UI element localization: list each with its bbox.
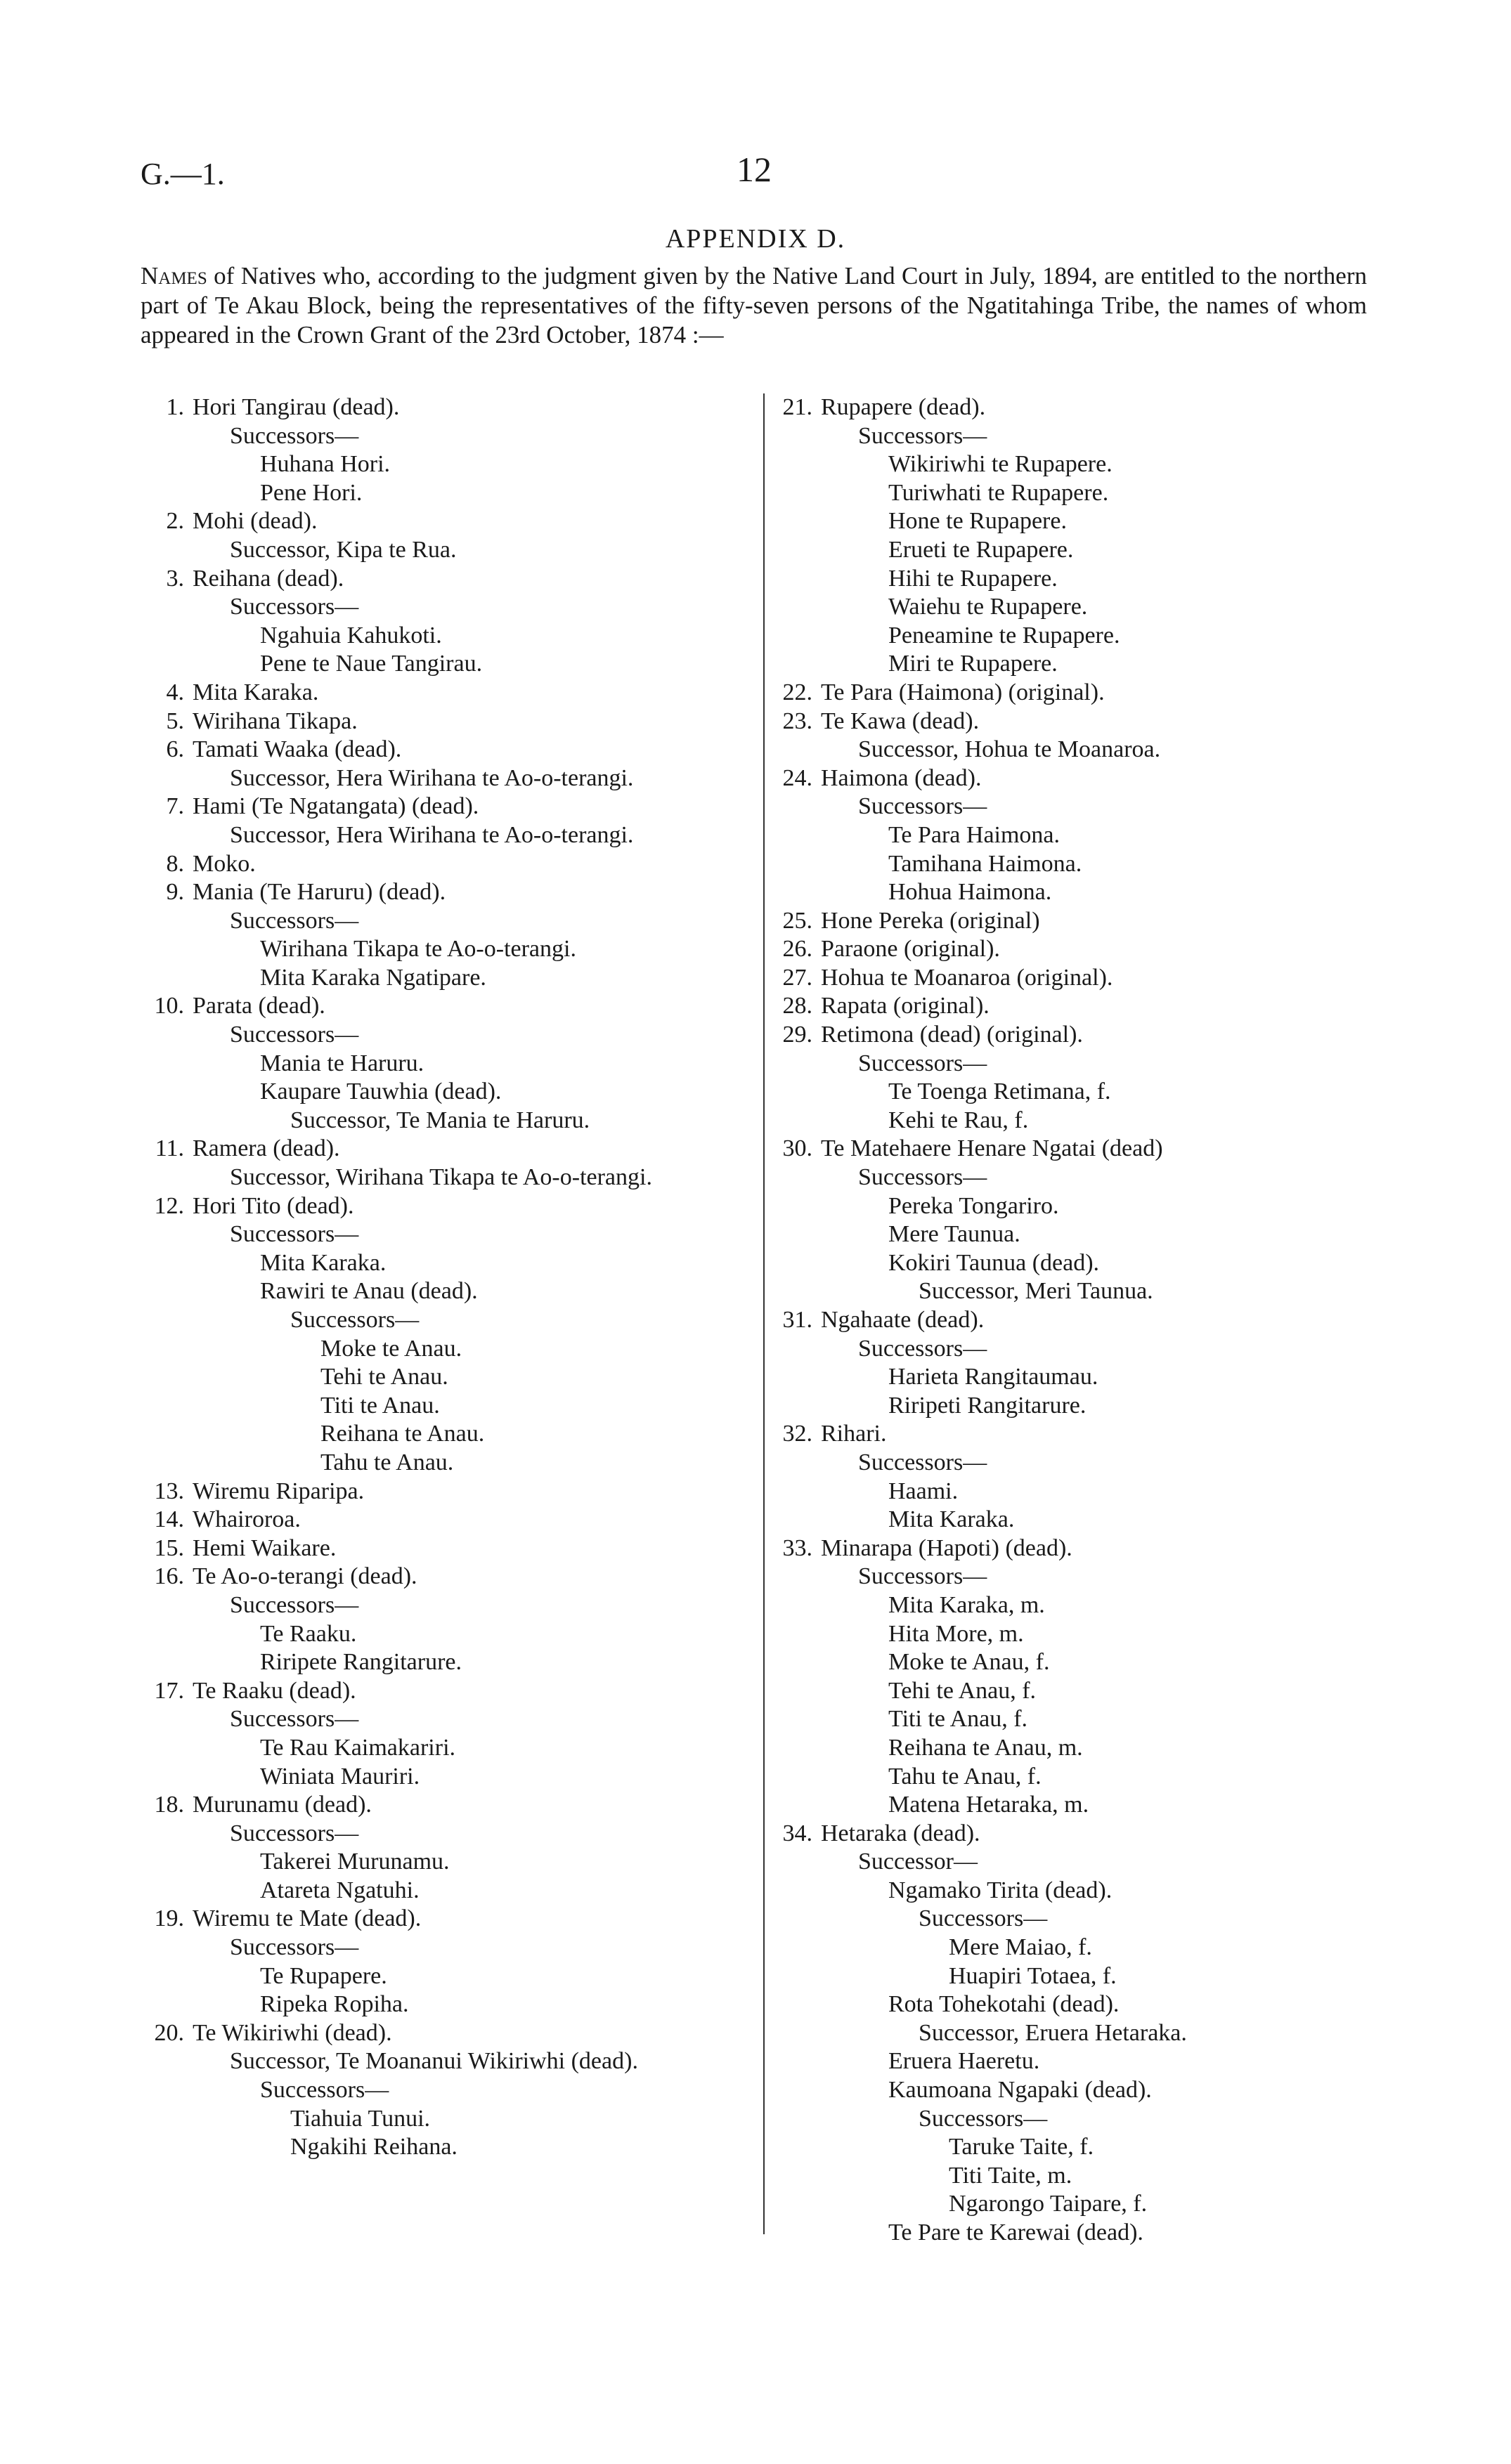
entry-number: 29. <box>782 1022 812 1048</box>
successor-line <box>765 1934 1383 1962</box>
successor-line <box>141 422 752 451</box>
entry-text: Titi Taite, m. <box>949 2162 1072 2189</box>
successor-line <box>765 1078 1383 1107</box>
successor-line <box>765 2076 1383 2105</box>
entry-line <box>765 964 1383 993</box>
entry-text: Successors— <box>230 907 359 934</box>
entry-number: 9. <box>166 879 184 906</box>
successor-line <box>765 2019 1383 2048</box>
intro-lead-word: Names <box>141 262 207 289</box>
entry-text: Te Raaku (dead). <box>193 1677 356 1704</box>
entry-line <box>141 878 752 907</box>
successor-line <box>765 2133 1383 2162</box>
entry-text: Te Para (Haimona) (original). <box>821 679 1105 705</box>
successor-line <box>141 622 752 651</box>
entry-text: Huapiri Totaea, f. <box>949 1962 1117 1989</box>
entry-line <box>765 764 1383 793</box>
entry-text: Mita Karaka Ngatipare. <box>260 964 486 991</box>
successor-line <box>141 1934 752 1962</box>
entry-text: Paraone (original). <box>821 936 1000 963</box>
entry-number: 6. <box>166 736 184 763</box>
entry-text: Huhana Hori. <box>260 451 391 478</box>
entry-line <box>765 1021 1383 1050</box>
entry-text: Hemi Waikare. <box>193 1534 337 1561</box>
entry-text: Matena Hetaraka, m. <box>888 1792 1089 1818</box>
entry-text: Successors— <box>230 1934 359 1961</box>
entry-line <box>765 992 1383 1021</box>
successor-line <box>141 1392 752 1421</box>
entry-text: Successor— <box>858 1849 978 1875</box>
entry-number: 18. <box>154 1792 184 1818</box>
entry-text: Te Matehaere Henare Ngatai (dead) <box>821 1135 1163 1162</box>
entry-text: Tamihana Haimona. <box>888 850 1082 877</box>
entry-text: Rawiri te Anau (dead). <box>260 1278 478 1305</box>
entry-line <box>141 565 752 594</box>
successor-line <box>141 1591 752 1620</box>
successor-line <box>765 1620 1383 1649</box>
successor-line <box>141 821 752 850</box>
entry-number: 27. <box>782 964 812 991</box>
entry-number: 17. <box>154 1677 184 1704</box>
appendix-heading: APPENDIX D. <box>665 224 846 254</box>
entry-number: 32. <box>782 1421 812 1447</box>
entry-text: Tamati Waaka (dead). <box>193 736 402 763</box>
entry-text: Mania (Te Haruru) (dead). <box>193 879 446 906</box>
entry-line <box>141 1563 752 1591</box>
successor-line <box>765 2162 1383 2191</box>
successor-line <box>141 1078 752 1107</box>
successor-line <box>765 1763 1383 1792</box>
entry-line <box>141 708 752 736</box>
entry-line <box>141 1677 752 1706</box>
entry-number: 4. <box>166 679 184 705</box>
entry-text: Successors— <box>230 422 359 449</box>
entry-text: Successors— <box>230 1022 359 1048</box>
entry-text: Rupapere (dead). <box>821 394 986 420</box>
entry-text: Ngahaate (dead). <box>821 1307 985 1333</box>
entry-line <box>141 507 752 536</box>
entry-text: Mita Karaka. <box>260 1249 387 1276</box>
entry-number: 19. <box>154 1905 184 1932</box>
successor-line <box>765 2105 1383 2134</box>
entry-text: Wikiriwhi te Rupapere. <box>888 451 1113 478</box>
successor-line <box>141 1648 752 1677</box>
entry-text: Te Rau Kaimakariri. <box>260 1734 456 1761</box>
successor-line <box>141 1877 752 1905</box>
successor-line <box>765 1163 1383 1192</box>
entry-text: Harieta Rangitaumau. <box>888 1364 1098 1390</box>
successor-line <box>765 1990 1383 2019</box>
successor-line <box>765 450 1383 479</box>
entry-text: Tiahuia Tunui. <box>290 2105 431 2132</box>
entry-text: Waiehu te Rupapere. <box>888 594 1088 620</box>
successor-line <box>765 2190 1383 2219</box>
entry-text: Kaupare Tauwhia (dead). <box>260 1078 502 1105</box>
successor-line <box>141 1306 752 1335</box>
entry-text: Successors— <box>230 594 359 620</box>
entry-line <box>141 393 752 422</box>
entry-text: Ripeka Ropiha. <box>260 1991 409 2018</box>
entry-line <box>141 1905 752 1934</box>
successor-line <box>141 1021 752 1050</box>
entry-text: Titi te Anau. <box>320 1392 440 1419</box>
entry-text: Te Kawa (dead). <box>821 708 980 734</box>
entry-text: Miri te Rupapere. <box>888 651 1058 677</box>
entry-text: Successors— <box>858 422 987 449</box>
entry-line <box>141 736 752 764</box>
entry-text: Mere Taunua. <box>888 1221 1020 1248</box>
successor-line <box>141 964 752 993</box>
entry-number: 7. <box>166 793 184 820</box>
successor-line <box>765 821 1383 850</box>
entry-text: Wirihana Tikapa te Ao-o-terangi. <box>260 936 576 963</box>
successor-line <box>765 650 1383 679</box>
entry-text: Pereka Tongariro. <box>888 1192 1059 1219</box>
entry-number: 3. <box>166 565 184 592</box>
entry-text: Te Wikiriwhi (dead). <box>193 2019 392 2046</box>
entry-number: 26. <box>782 936 812 963</box>
entry-text: Kaumoana Ngapaki (dead). <box>888 2077 1152 2104</box>
entry-text: Riripete Rangitarure. <box>260 1649 462 1676</box>
entry-text: Hami (Te Ngatangata) (dead). <box>193 793 479 820</box>
entry-number: 20. <box>154 2019 184 2046</box>
successor-line <box>141 450 752 479</box>
entry-text: Successor, Hohua te Moanaroa. <box>858 736 1161 763</box>
successor-line <box>765 1563 1383 1591</box>
entry-text: Successor, Eruera Hetaraka. <box>919 2019 1187 2046</box>
entry-text: Successors— <box>858 1335 987 1362</box>
entry-text: Hita More, m. <box>888 1620 1024 1647</box>
successor-line <box>765 1449 1383 1478</box>
entry-text: Reihana (dead). <box>193 565 344 592</box>
entry-text: Parata (dead). <box>193 993 325 1019</box>
successor-line <box>765 565 1383 594</box>
entry-text: Successor, Te Moananui Wikiriwhi (dead). <box>230 2048 638 2075</box>
entry-text: Mita Karaka. <box>888 1506 1015 1533</box>
entry-number: 8. <box>166 850 184 877</box>
entry-line <box>141 793 752 821</box>
entry-line <box>141 1534 752 1563</box>
entry-text: Hihi te Rupapere. <box>888 565 1058 592</box>
entry-text: Mere Maiao, f. <box>949 1934 1092 1961</box>
entry-text: Te Para Haimona. <box>888 821 1061 848</box>
entry-text: Ngakihi Reihana. <box>290 2134 458 2160</box>
entry-number: 25. <box>782 907 812 934</box>
entry-text: Mohi (dead). <box>193 508 318 535</box>
entry-line <box>141 1192 752 1221</box>
entry-number: 14. <box>154 1506 184 1533</box>
entry-text: Ramera (dead). <box>193 1135 340 1162</box>
successor-line <box>765 422 1383 451</box>
entry-text: Atareta Ngatuhi. <box>260 1877 420 1903</box>
successor-line <box>141 479 752 508</box>
successor-line <box>765 1220 1383 1249</box>
successor-line <box>141 1050 752 1078</box>
entry-line <box>141 850 752 879</box>
successor-line <box>765 1335 1383 1364</box>
entry-line <box>141 2019 752 2048</box>
entry-number: 28. <box>782 993 812 1019</box>
successor-line <box>765 2047 1383 2076</box>
intro-paragraph <box>141 261 1367 350</box>
successor-line <box>765 507 1383 536</box>
entry-text: Rota Tohekotahi (dead). <box>888 1991 1120 2018</box>
successor-line <box>141 1163 752 1192</box>
entry-text: Successor, Kipa te Rua. <box>230 536 457 563</box>
entry-text: Te Ao-o-terangi (dead). <box>193 1563 417 1590</box>
entry-number: 11. <box>155 1135 184 1162</box>
entry-line <box>765 393 1383 422</box>
entry-text: Mita Karaka, m. <box>888 1591 1045 1618</box>
entry-text: Rihari. <box>821 1421 887 1447</box>
entry-line <box>765 1534 1383 1563</box>
entry-text: Retimona (dead) (original). <box>821 1022 1083 1048</box>
entry-text: Successors— <box>858 1563 987 1590</box>
entry-text: Taruke Taite, f. <box>949 2134 1094 2160</box>
entry-line <box>765 1306 1383 1335</box>
successor-line <box>765 1734 1383 1763</box>
entry-text: Successors— <box>919 1905 1048 1932</box>
document-reference: G.—1. <box>141 157 225 191</box>
entry-text: Wirihana Tikapa. <box>193 708 358 734</box>
successor-line <box>765 736 1383 764</box>
entry-number: 1. <box>166 394 184 420</box>
successor-line <box>765 1705 1383 1734</box>
entry-text: Ngahuia Kahukoti. <box>260 622 442 648</box>
entry-number: 2. <box>166 508 184 535</box>
entry-line <box>765 907 1383 936</box>
entry-text: Reihana te Anau. <box>320 1421 485 1447</box>
successor-line <box>141 1249 752 1278</box>
successor-line <box>765 1791 1383 1820</box>
entry-text: Successor, Te Mania te Haruru. <box>290 1107 590 1133</box>
entry-text: Successors— <box>919 2105 1048 2132</box>
successor-line <box>765 1648 1383 1677</box>
successor-line <box>765 1677 1383 1706</box>
successor-line <box>141 2047 752 2076</box>
entry-number: 23. <box>782 708 812 734</box>
successor-line <box>141 1962 752 1991</box>
entry-text: Successor, Wirihana Tikapa te Ao-o-terangi. <box>230 1164 652 1191</box>
entry-line <box>765 1135 1383 1163</box>
successor-line <box>141 764 752 793</box>
successor-line <box>141 593 752 622</box>
entry-text: Whairoroa. <box>193 1506 301 1533</box>
successor-line <box>765 1905 1383 1934</box>
successor-line <box>141 1107 752 1135</box>
entry-number: 10. <box>154 993 184 1019</box>
entry-number: 22. <box>782 679 812 705</box>
entry-line <box>765 935 1383 964</box>
entry-text: Murunamu (dead). <box>193 1792 372 1818</box>
entry-text: Tehi te Anau. <box>320 1364 448 1390</box>
entry-number: 24. <box>782 764 812 791</box>
entry-text: Hone Pereka (original) <box>821 907 1040 934</box>
successor-line <box>765 793 1383 821</box>
successor-line <box>141 2105 752 2134</box>
successor-line <box>765 1848 1383 1877</box>
entry-text: Hori Tito (dead). <box>193 1192 354 1219</box>
entry-text: Turiwhati te Rupapere. <box>888 479 1109 506</box>
entry-text: Te Rupapere. <box>260 1962 387 1989</box>
entry-text: Successors— <box>290 1307 420 1333</box>
entry-text: Ngarongo Taipare, f. <box>949 2191 1148 2217</box>
successor-line <box>765 1877 1383 1905</box>
entry-text: Wiremu te Mate (dead). <box>193 1905 422 1932</box>
entry-text: Minarapa (Hapoti) (dead). <box>821 1534 1072 1561</box>
entry-text: Takerei Murunamu. <box>260 1849 450 1875</box>
successor-line <box>765 1506 1383 1534</box>
entry-text: Titi te Anau, f. <box>888 1706 1028 1733</box>
entry-text: Successors— <box>260 2077 389 2104</box>
entry-text: Peneamine te Rupapere. <box>888 622 1120 648</box>
entry-text: Erueti te Rupapere. <box>888 536 1074 563</box>
successor-line <box>141 1335 752 1364</box>
right-column-list <box>765 393 1383 2248</box>
entry-text: Successor, Hera Wirihana te Ao-o-terangi. <box>230 821 634 848</box>
entry-text: Mania te Haruru. <box>260 1050 424 1076</box>
entry-line <box>141 1478 752 1506</box>
entry-line <box>141 1791 752 1820</box>
entry-text: Moko. <box>193 850 256 877</box>
entry-text: Te Pare te Karewai (dead). <box>888 2219 1143 2245</box>
entry-number: 16. <box>154 1563 184 1590</box>
entry-text: Hone te Rupapere. <box>888 508 1067 535</box>
successor-line <box>765 2219 1383 2248</box>
entry-text: Successors— <box>858 1164 987 1191</box>
entry-number: 21. <box>782 394 812 420</box>
successor-line <box>141 1705 752 1734</box>
entry-line <box>141 1506 752 1534</box>
entry-text: Kehi te Rau, f. <box>888 1107 1029 1133</box>
successor-line <box>141 2076 752 2105</box>
successor-line <box>765 593 1383 622</box>
entry-number: 13. <box>154 1478 184 1504</box>
successor-line <box>765 1392 1383 1421</box>
entry-text: Hori Tangirau (dead). <box>193 394 400 420</box>
entry-text: Successors— <box>858 793 987 820</box>
successor-line <box>141 1420 752 1449</box>
entry-text: Hetaraka (dead). <box>821 1820 980 1846</box>
entry-text: Mita Karaka. <box>193 679 319 705</box>
left-column-list <box>141 393 752 2162</box>
entry-text: Moke te Anau. <box>320 1335 462 1362</box>
entry-number: 31. <box>782 1307 812 1333</box>
entry-number: 33. <box>782 1534 812 1561</box>
entry-text: Pene Hori. <box>260 479 363 506</box>
entry-text: Successors— <box>858 1449 987 1475</box>
entry-text: Successors— <box>230 1221 359 1248</box>
entry-text: Hohua te Moanaroa (original). <box>821 964 1113 991</box>
successor-line <box>765 1050 1383 1078</box>
entry-text: Tahu te Anau. <box>320 1449 454 1475</box>
entry-text: Rapata (original). <box>821 993 990 1019</box>
successor-line <box>765 1249 1383 1278</box>
entry-text: Te Toenga Retimana, f. <box>888 1078 1111 1105</box>
entry-line <box>765 1820 1383 1849</box>
entry-text: Successor, Hera Wirihana te Ao-o-terangi. <box>230 764 634 791</box>
entry-text: Winiata Mauriri. <box>260 1763 420 1790</box>
entry-text: Moke te Anau, f. <box>888 1649 1050 1676</box>
entry-text: Tehi te Anau, f. <box>888 1677 1037 1704</box>
successor-line <box>765 1478 1383 1506</box>
intro-text: of Natives who, according to the judgment given by the Native Land Court in July, 1894, are entitled to the northern part of Te Akau Block, being the representatives of the fifty-seven persons of the Ngatitahinga Tribe, the names of whom appeared in the Crown Grant of the 23rd October, 1874 :— <box>141 262 1367 348</box>
entry-text: Ngamako Tirita (dead). <box>888 1877 1113 1903</box>
successor-line <box>141 1363 752 1392</box>
successor-line <box>765 1962 1383 1991</box>
successor-line <box>141 935 752 964</box>
entry-text: Kokiri Taunua (dead). <box>888 1249 1100 1276</box>
successor-line <box>765 1277 1383 1306</box>
entry-text: Reihana te Anau, m. <box>888 1734 1083 1761</box>
entry-text: Te Raaku. <box>260 1620 357 1647</box>
entry-text: Eruera Haeretu. <box>888 2048 1040 2075</box>
entry-line <box>141 1135 752 1163</box>
successor-line <box>765 622 1383 651</box>
page-number: 12 <box>737 150 772 189</box>
entry-number: 34. <box>782 1820 812 1846</box>
successor-line <box>765 1591 1383 1620</box>
entry-text: Wiremu Riparipa. <box>193 1478 365 1504</box>
successor-line <box>141 1620 752 1649</box>
entry-line <box>765 679 1383 708</box>
successor-line <box>141 2133 752 2162</box>
successor-line <box>141 536 752 565</box>
successor-line <box>141 1990 752 2019</box>
entry-text: Tahu te Anau, f. <box>888 1763 1042 1790</box>
entry-text: Successor, Meri Taunua. <box>919 1278 1153 1305</box>
entry-text: Pene te Naue Tangirau. <box>260 651 483 677</box>
entry-line <box>765 1420 1383 1449</box>
successor-line <box>141 1848 752 1877</box>
entry-text: Haami. <box>888 1478 959 1504</box>
successor-line <box>141 1763 752 1792</box>
successor-line <box>141 1734 752 1763</box>
entry-number: 15. <box>154 1534 184 1561</box>
entry-text: Haimona (dead). <box>821 764 982 791</box>
successor-line <box>141 1277 752 1306</box>
entry-line <box>141 992 752 1021</box>
entry-text: Successors— <box>858 1050 987 1076</box>
successor-line <box>765 1107 1383 1135</box>
entry-line <box>765 708 1383 736</box>
entry-text: Successors— <box>230 1820 359 1846</box>
entry-number: 30. <box>782 1135 812 1162</box>
entry-text: Successors— <box>230 1591 359 1618</box>
entry-text: Hohua Haimona. <box>888 879 1052 906</box>
entry-number: 5. <box>166 708 184 734</box>
successor-line <box>141 1220 752 1249</box>
successor-line <box>141 650 752 679</box>
entry-number: 12. <box>154 1192 184 1219</box>
successor-line <box>765 536 1383 565</box>
successor-line <box>765 878 1383 907</box>
successor-line <box>141 1449 752 1478</box>
successor-line <box>141 907 752 936</box>
successor-line <box>765 1363 1383 1392</box>
entry-text: Successors— <box>230 1706 359 1733</box>
successor-line <box>765 850 1383 879</box>
entry-line <box>141 679 752 708</box>
entry-text: Riripeti Rangitarure. <box>888 1392 1087 1419</box>
successor-line <box>765 479 1383 508</box>
successor-line <box>765 1192 1383 1221</box>
successor-line <box>141 1820 752 1849</box>
